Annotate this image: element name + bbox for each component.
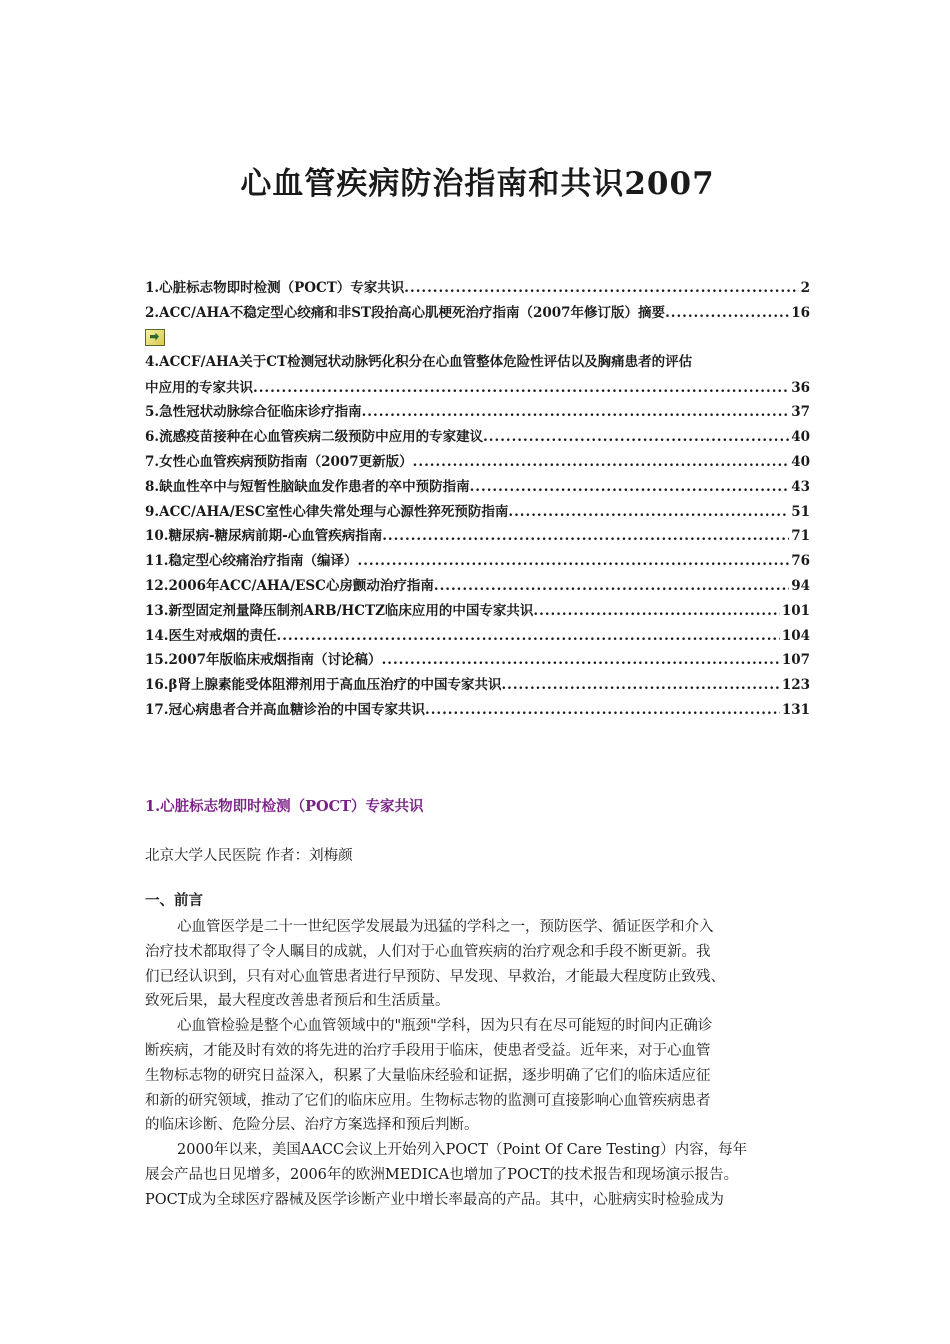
subsection-heading: 一、前言 — [145, 892, 203, 909]
toc-entry-title: 7.女性心血管疾病预防指南（2007更新版） — [145, 453, 413, 470]
toc-entry-page: 104 — [781, 627, 810, 644]
toc-entry-page: 43 — [791, 478, 810, 495]
toc-entry-title: 9.ACC/AHA/ESC室性心律失常处理与心源性猝死预防指南 — [145, 503, 509, 520]
toc-entry-page: 131 — [781, 701, 810, 718]
toc-entry-page: 123 — [781, 677, 810, 694]
toc-entry-page: 107 — [781, 652, 810, 669]
toc-entry-page: 2 — [800, 280, 810, 296]
toc-entry-title: 15.2007年版临床戒烟指南（讨论稿） — [145, 652, 382, 669]
toc-entry[interactable] — [145, 673, 810, 698]
toc-entry-page: 37 — [791, 404, 810, 421]
toc-entry-page: 71 — [791, 528, 810, 545]
toc-entry-page: 51 — [791, 503, 810, 520]
toc-entry[interactable] — [145, 425, 810, 450]
paragraph: 心血管检验是整个心血管领域中的"瓶颈"学科，因为只有在尽可能短的时间内正确诊 断疾病，才能及时有效的将先进的治疗手段用于临床，使患者受益。近年来，对于心血管 生物标志物的研究日益深入，积累了大量临床经验和证据，逐步明确了它们的临床适应征 和新的研究领域，推动了它们的临床应用。生物标志物的监测可直接影响心血管疾病患者 的临床诊断、危险分层、治疗方案选择和预后判断。 — [145, 1018, 713, 1134]
toc-entry[interactable] — [145, 500, 810, 525]
toc-entry[interactable] — [145, 450, 810, 475]
toc-entry-page: 101 — [781, 602, 810, 619]
toc-entry-title: 2.ACC/AHA不稳定型心绞痛和非ST段抬高心肌梗死治疗指南（2007年修订版）摘要 — [145, 304, 666, 321]
toc-entry-page: 40 — [791, 453, 810, 470]
toc-entry-title: 10.糖尿病-糖尿病前期-心血管疾病指南 — [145, 528, 383, 545]
toc-entry-page: 76 — [791, 553, 810, 570]
toc-entry-title: 16.β肾上腺素能受体阻滞剂用于高血压治疗的中国专家共识 — [145, 677, 502, 694]
toc-entry-title: 14.医生对戒烟的责任 — [145, 627, 277, 644]
paragraph: 心血管医学是二十一世纪医学发展最为迅猛的学科之一，预防医学、循证医学和介入 治疗技术都取得了令人瞩目的成就，人们对于心血管疾病的治疗观念和手段不断更新。我 们已经认识到，只有对心血管患者进行早预防、早发现、早救治，才能最大程度防止致残、 致死后果，最大程度改善患者预后和生活质量。 — [145, 919, 725, 1010]
toc-entry-page: 40 — [791, 429, 810, 446]
toc-entry[interactable] — [145, 574, 810, 599]
document-title: 心血管疾病防治指南和共识2007 — [240, 166, 715, 202]
toc-entry-continued[interactable] — [145, 376, 810, 401]
toc-entry[interactable] — [145, 624, 810, 649]
toc-entry[interactable] — [145, 648, 810, 673]
toc-entry-title: 8.缺血性卒中与短暂性脑缺血发作患者的卒中预防指南 — [145, 478, 470, 495]
toc-entry-title: 12.2006年ACC/AHA/ESC心房颤动治疗指南 — [145, 577, 434, 594]
toc-entry-title: 5.急性冠状动脉综合征临床诊疗指南 — [145, 404, 362, 421]
toc-entry[interactable] — [145, 350, 810, 376]
table-of-contents — [145, 276, 810, 723]
toc-entry-title: 6.流感疫苗接种在心血管疾病二级预防中应用的专家建议 — [145, 429, 484, 446]
toc-entry-title: 13.新型固定剂量降压制剂ARB/HCTZ临床应用的中国专家共识 — [145, 602, 534, 619]
toc-entry[interactable] — [145, 301, 810, 326]
embedded-document-icon[interactable] — [145, 329, 165, 346]
author-byline: 北京大学人民医院 作者：刘梅颜 — [145, 848, 353, 864]
toc-entry[interactable] — [145, 475, 810, 500]
toc-entry-title: 4.ACCF/AHA关于CT检测冠状动脉钙化积分在心血管整体危险性评估以及胸痛患者的评估 — [145, 353, 693, 370]
paragraph: 2000年以来，美国AACC会议上开始列入POCT（Point Of Care Testing）内容，每年 展会产品也日见增多，2006年的欧洲MEDICA也增加了POCT的技术报告和现场演示报告。 POCT成为全球医疗器械及医学诊断产业中增长率最高的产品。其中，心脏病实时检验成为 — [145, 1142, 748, 1208]
toc-entry-title: 11.稳定型心绞痛治疗指南（编译） — [145, 553, 358, 570]
toc-entry-page: 36 — [791, 379, 810, 396]
toc-entry[interactable] — [145, 599, 810, 624]
toc-entry-page: 94 — [791, 577, 810, 594]
toc-entry[interactable] — [145, 549, 810, 574]
toc-entry[interactable] — [145, 276, 810, 301]
toc-entry-title: 17.冠心病患者合并高血糖诊治的中国专家共识 — [145, 701, 425, 718]
toc-embedded-object[interactable] — [145, 326, 810, 350]
toc-entry[interactable] — [145, 400, 810, 425]
toc-entry-title: 中应用的专家共识 — [145, 379, 253, 396]
body-text — [145, 915, 810, 1213]
toc-entry[interactable] — [145, 698, 810, 723]
toc-entry[interactable] — [145, 524, 810, 549]
toc-entry-page: 16 — [791, 304, 810, 321]
toc-entry-title: 1.心脏标志物即时检测（POCT）专家共识 — [145, 280, 405, 296]
section-heading: 1.心脏标志物即时检测（POCT）专家共识 — [145, 798, 424, 815]
